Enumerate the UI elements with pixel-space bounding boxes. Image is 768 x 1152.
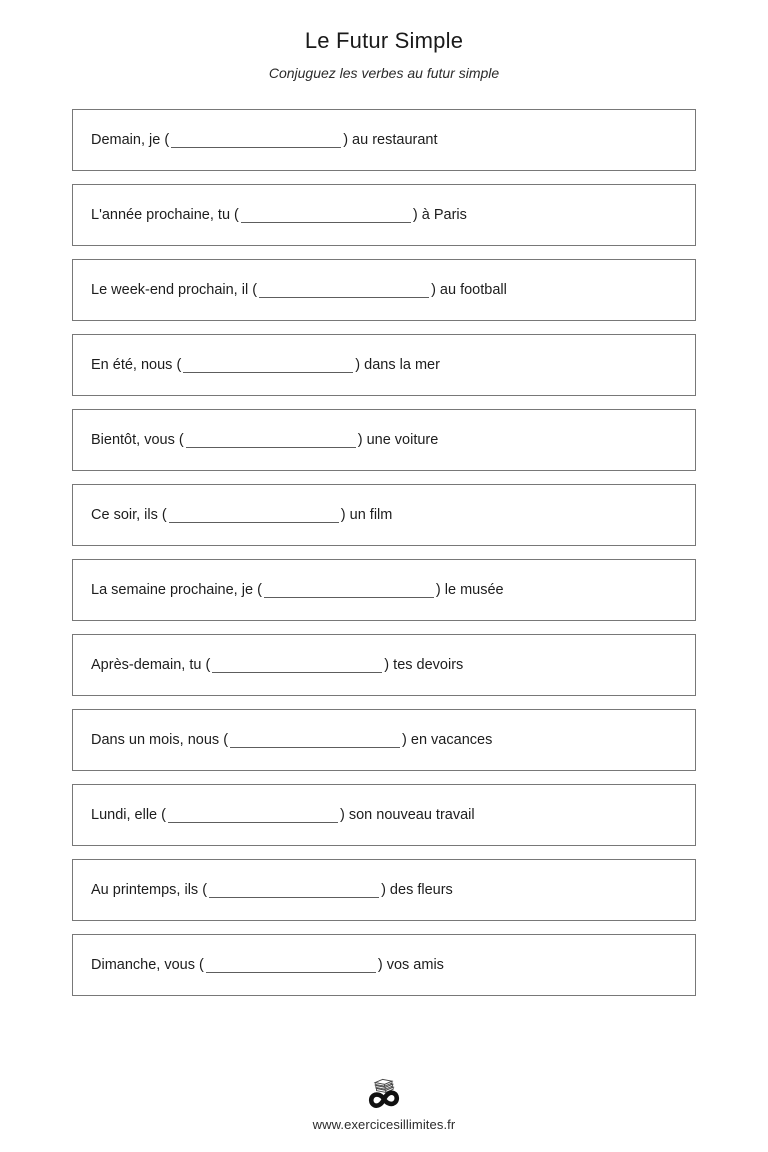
answer-blank[interactable] (206, 971, 376, 973)
sentence-prefix: Après-demain, tu (91, 657, 206, 673)
brand-url: www.exercicesillimites.fr (312, 1117, 456, 1132)
sentence-suffix: un film (345, 507, 393, 523)
exercise-row (72, 484, 696, 546)
sentence-suffix: vos amis (382, 957, 444, 973)
sentence-prefix: Dimanche, vous (91, 957, 199, 973)
sentence-suffix: des fleurs (385, 882, 453, 898)
answer-blank[interactable] (183, 371, 353, 373)
exercise-row (72, 934, 696, 996)
open-paren: ( (234, 207, 239, 223)
exercise-row (72, 709, 696, 771)
answer-blank[interactable] (230, 746, 400, 748)
close-paren: ) (357, 432, 363, 448)
exercise-row (72, 334, 696, 396)
sentence-suffix: une voiture (362, 432, 439, 448)
sentence-prefix: Dans un mois, nous (91, 732, 224, 748)
sentence-suffix: à Paris (417, 207, 467, 223)
exercise-row (72, 259, 696, 321)
open-paren: ( (252, 282, 258, 298)
answer-blank[interactable] (209, 896, 379, 898)
sentence-suffix: son nouveau travail (344, 807, 475, 823)
exercise-sentence (91, 730, 492, 750)
exercise-row (72, 409, 696, 471)
exercise-list (0, 109, 768, 996)
close-paren: ) (402, 732, 407, 748)
exercise-sentence (91, 355, 440, 375)
sentence-prefix: Lundi, elle (91, 807, 162, 823)
exercise-sentence (91, 430, 438, 450)
sentence-suffix: au restaurant (348, 132, 438, 148)
open-paren: ( (164, 132, 170, 148)
exercise-sentence (91, 505, 392, 525)
answer-blank[interactable] (168, 821, 338, 823)
sentence-suffix: au football (435, 282, 507, 298)
answer-blank[interactable] (264, 596, 434, 598)
page-subtitle: Conjuguez les verbes au futur simple (268, 65, 500, 81)
sentence-prefix: Le week-end prochain, il (91, 282, 253, 298)
close-paren: ) (412, 207, 418, 223)
open-paren: ( (161, 507, 167, 523)
page-title: Le Futur Simple (304, 28, 464, 53)
open-paren: ( (161, 807, 166, 823)
open-paren: ( (178, 432, 184, 448)
sentence-suffix: en vacances (406, 732, 493, 748)
open-paren: ( (199, 957, 204, 973)
answer-blank[interactable] (186, 446, 356, 448)
sentence-prefix: Demain, je (91, 132, 165, 148)
answer-blank[interactable] (212, 671, 382, 673)
open-paren: ( (257, 582, 262, 598)
worksheet-footer (0, 1076, 768, 1152)
sentence-prefix: L'année prochaine, tu (91, 207, 235, 223)
sentence-suffix: le musée (440, 582, 504, 598)
close-paren: ) (355, 357, 361, 373)
close-paren: ) (381, 882, 386, 898)
exercise-row (72, 634, 696, 696)
close-paren: ) (431, 282, 436, 298)
close-paren: ) (377, 957, 383, 973)
open-paren: ( (176, 357, 182, 373)
open-paren: ( (202, 882, 208, 898)
close-paren: ) (435, 582, 441, 598)
exercise-row (72, 784, 696, 846)
answer-blank[interactable] (241, 221, 411, 223)
answer-blank[interactable] (171, 146, 341, 148)
exercise-row (72, 109, 696, 171)
exercise-sentence (91, 130, 438, 150)
answer-blank[interactable] (259, 296, 429, 298)
exercise-row (72, 184, 696, 246)
open-paren: ( (223, 732, 229, 748)
exercise-sentence (91, 805, 475, 825)
answer-blank[interactable] (169, 521, 339, 523)
exercise-sentence (91, 880, 453, 900)
sentence-prefix: Ce soir, ils (91, 507, 162, 523)
close-paren: ) (384, 657, 390, 673)
sentence-prefix: Au printemps, ils (91, 882, 203, 898)
exercise-row (72, 559, 696, 621)
exercise-sentence (91, 955, 444, 975)
close-paren: ) (339, 807, 345, 823)
exercise-sentence (91, 205, 467, 225)
exercise-row (72, 859, 696, 921)
exercise-sentence (91, 580, 504, 600)
infinity-books-logo-icon (356, 1076, 412, 1110)
exercise-sentence (91, 655, 463, 675)
open-paren: ( (205, 657, 211, 673)
close-paren: ) (343, 132, 349, 148)
sentence-prefix: La semaine prochaine, je (91, 582, 258, 598)
exercise-sentence (91, 280, 507, 300)
sentence-prefix: Bientôt, vous (91, 432, 179, 448)
sentence-suffix: tes devoirs (389, 657, 464, 673)
sentence-prefix: En été, nous (91, 357, 177, 373)
sentence-suffix: dans la mer (360, 357, 440, 373)
close-paren: ) (340, 507, 346, 523)
worksheet-header (0, 0, 768, 83)
